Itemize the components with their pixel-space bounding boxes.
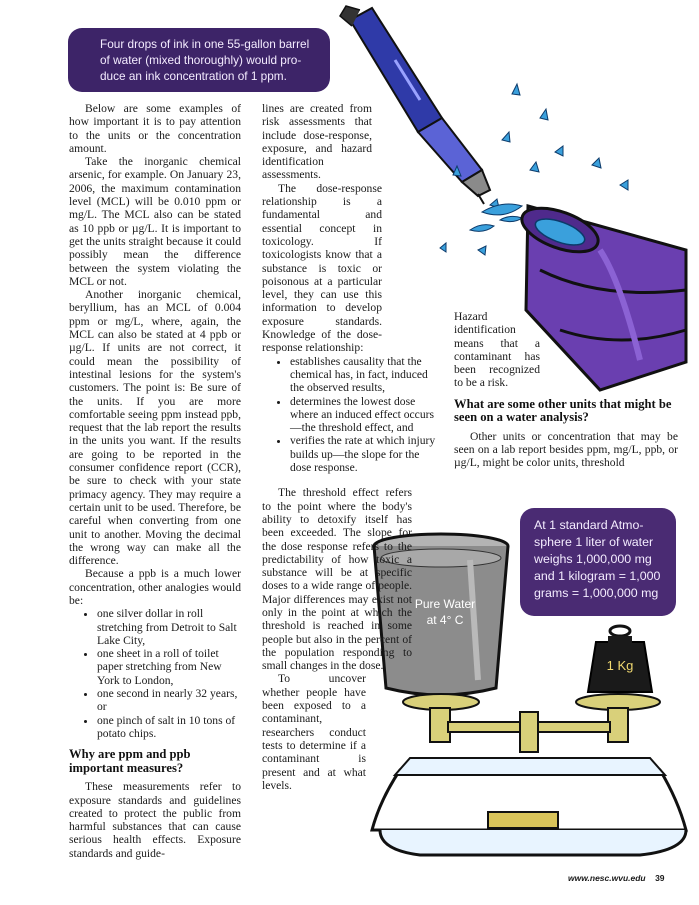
water-callout-line: weighs 1,000,000 mg [534,552,652,566]
beaker-label-line2: at 4° C [426,613,464,627]
section-heading: What are some other units that might be seen on a water analysis? [454,396,672,425]
list-item: • one second in nearly 32 years, or [97,687,241,714]
page-number: 39 [655,873,665,883]
column-2 [262,102,438,792]
body-paragraph: lines are created from risk assessments that include dose-response, exposure, and hazard identification assessments. [262,102,372,182]
list-item: • establishes causality that the chemical has, in fact, induced the observed results, [290,355,438,395]
list-item: • one silver dollar in roll stretching from Detroit to Salt Lake City, [97,607,241,647]
ink-callout-line: of water (mixed thoroughly) would pro- [100,53,302,67]
weight-label: 1 Kg [606,658,634,673]
column-3 [454,310,678,470]
ink-callout-line: duce an ink concentration of 1 ppm. [100,69,287,83]
water-callout-line: grams = 1,000,000 mg [534,586,659,600]
weight-illustration [588,626,652,692]
footer-url: www.nesc.wvu.edu [568,873,646,883]
beaker-label-line1: Pure Water [414,597,476,611]
body-paragraph: Because a ppb is a much lower concentration, other analogies would be: [69,567,241,607]
body-paragraph: Hazard identification means that a contaminant has been recognized to be a risk. [454,310,540,390]
section-heading: Why are ppm and ppb important measures? [69,747,191,775]
list-item: • one sheet in a roll of toilet paper stretching from New York to London, [97,647,241,687]
body-paragraph: Another inorganic chemical, beryllium, has an MCL of 0.004 ppm or mg/L, where, again, the MCL can also be stated at 4 ppb or µg/L. If units are not correct, it could mean the possibility of intestinal lesions for the system's customers. The point is: Be sure of the units. If you are more comfortable seeing ppm instead ppb, request that the lab report the results in the units you want. If the results are going to be reported in the consumer confidence report (CCR), be sure to check with your state primacy agency. They may require a certain unit to be used. Therefore, be careful when converting from one unit to another. Moving the decimal the wrong way can make all the difference. [69,288,241,568]
column-1 [69,102,241,860]
body-paragraph: To uncover whether people have been exposed to a contaminant, researchers conduct tests to determine if a contaminant is present and at what levels. [262,672,366,792]
body-paragraph: Take the inorganic chemical arsenic, for example. On January 23, 2006, the maximum contamination level (MCL) will be 0.010 ppm or mg/L. The MCL also can be stated as 10 ppb or µg/L. It is important to get the units straight because it could possibly mean the difference between the system violating the MCL or not. [69,155,241,288]
water-callout-line: sphere 1 liter of water [534,535,654,549]
body-paragraph: Other units or concentration that may be seen on a lab report besides ppm, mg/L, ppb, or µg/L, might be color units, threshold [454,429,678,470]
body-paragraph: The dose-response relationship is a fundamental and essential concept in toxicology. If toxicologists know that a substance is toxic or poisonous at a particular level, they can use this information to develop exposure standards. Knowledge of the dose-response relationship: [262,181,382,355]
body-paragraph: Below are some examples of how important it is to pay attention to the units or the concentration amount. [69,102,241,155]
body-paragraph: The threshold effect refers to the point where the body's ability to detoxify itself has been exceeded. The slope for the dose response refers to the predictability of how toxic a substance will be at specific doses to a wide range of people. Major differences may exist not only in the point at which the threshold is reached in some people but also in the percent of the population responding to small changes in the dose. [262,486,412,673]
body-paragraph: These measurements refer to exposure standards and guidelines created to protect the public from harmful substances that can cause serious health effects. Exposure standards and guide- [69,780,241,860]
water-callout-line: and 1 kilogram = 1,000 [534,569,661,583]
water-callout-line: At 1 standard Atmo- [534,518,644,532]
list-item: • determines the lowest dose where an induced effect occurs—the threshold effect, and [290,395,438,435]
ink-callout-box [68,28,330,92]
list-item: • one pinch of salt in 10 tons of potato chips. [97,714,241,741]
page-footer [568,873,665,883]
list-item: • verifies the rate at which injury builds up—the slope for the dose response. [290,434,438,474]
water-weight-callout-box [520,508,676,616]
dose-response-list [262,355,438,475]
ink-callout-line: Four drops of ink in one 55-gallon barrel [100,37,310,51]
ppb-analogies-list [69,607,241,740]
